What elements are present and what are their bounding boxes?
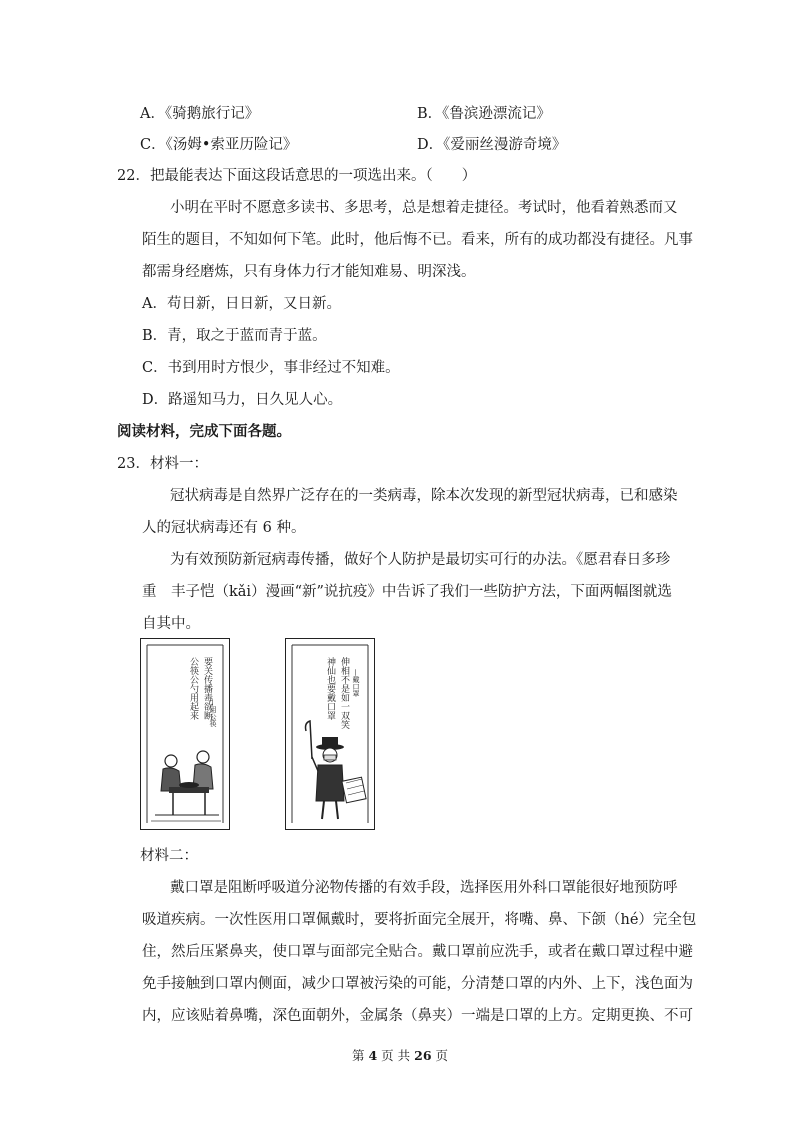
- q23-material2-line-3: 住，然后压紧鼻夹，使口罩与面部完全贴合。戴口罩前应洗手，或者在戴口罩过程中避: [142, 944, 693, 960]
- section-heading: 阅读材料，完成下面各题。: [117, 423, 291, 440]
- q23-material1-line-1: 冠状病毒是自然界广泛存在的一类病毒，除本次发现的新型冠状病毒，已和感染: [170, 488, 678, 504]
- cartoon-wear-mask: [285, 638, 375, 830]
- cartoon2-caption-3: —戴口罩: [352, 669, 360, 697]
- q21-option-b: B．《鲁滨逊漂流记》: [417, 106, 551, 122]
- q23-material1-line-4: 重 丰子恺（kǎi）漫画“新”说抗疫》中告诉了我们一些防护方法，下面两幅图就选: [142, 584, 672, 600]
- cartoon2-caption-1: 伸相不是如一双笑: [339, 657, 349, 729]
- cartoon1-caption-3: —用公筷: [209, 699, 217, 727]
- q22-option-b: B．青，取之于蓝而青于蓝。: [142, 328, 327, 344]
- footer-prefix: 第: [351, 1048, 365, 1063]
- q23-material2-line-2: 吸道疾病。一次性医用口罩佩戴时，要将折面完全展开，将嘴、鼻、下颌（hé）完全包: [142, 912, 697, 928]
- q23-material2-line-4: 免手接触到口罩内侧面，减少口罩被污染的可能，分清楚口罩的内外、上下，浅色面为: [142, 976, 693, 992]
- q23-material1-line-5: 自其中。: [142, 616, 200, 632]
- q22-option-a: A．苟日新，日日新，又日新。: [142, 296, 341, 312]
- footer-suffix: 页: [435, 1048, 449, 1063]
- q21-option-c: C．《汤姆•索亚历险记》: [140, 137, 298, 153]
- q23-label: 23．材料一：: [117, 456, 208, 472]
- footer-total-pages: 26: [414, 1048, 432, 1063]
- q21-option-a: A．《骑鹅旅行记》: [140, 106, 260, 122]
- cartoon-public-chopsticks: [140, 638, 230, 830]
- cartoon2-caption-2: 神仙也要戴口罩: [325, 657, 335, 720]
- footer-mid: 页 共: [381, 1048, 411, 1063]
- footer-page-number: 4: [368, 1048, 378, 1063]
- cartoon1-caption-1: 要关传播毒欲断: [202, 657, 212, 720]
- q23-material2-label: 材料二：: [140, 848, 198, 864]
- q23-material2-line-5: 内，应该贴着鼻嘴，深色面朝外，金属条（鼻夹）一端是口罩的上方。定期更换、不可: [142, 1008, 693, 1024]
- q22-option-c: C．书到用时方恨少，事非经过不知难。: [142, 360, 400, 376]
- q22-option-d: D．路遥知马力，日久见人心。: [142, 392, 343, 408]
- q22-passage-line-1: 小明在平时不愿意多读书、多思考，总是想着走捷径。考试时，他看着熟悉而又: [170, 200, 678, 216]
- q22-passage-line-2: 陌生的题目，不知如何下笔。此时，他后悔不已。看来，所有的成功都没有捷径。凡事: [142, 232, 693, 248]
- cartoon1-caption-2: 公筷公勺用起来: [188, 657, 198, 720]
- q21-option-d: D．《爱丽丝漫游奇境》: [417, 137, 567, 153]
- q23-material2-line-1: 戴口罩是阻断呼吸道分泌物传播的有效手段，选择医用外科口罩能很好地预防呼: [170, 880, 678, 896]
- q22-passage-line-3: 都需身经磨炼，只有身体力行才能知难易、明深浅。: [142, 264, 476, 280]
- q22-stem: 22．把最能表达下面这段话意思的一项选出来。（ ）: [117, 168, 477, 184]
- q23-material1-line-2: 人的冠状病毒还有 6 种。: [142, 520, 306, 536]
- page-footer: [0, 1046, 800, 1064]
- q23-material1-line-3: 为有效预防新冠病毒传播，做好个人防护是最切实可行的办法。《愿君春日多珍: [170, 552, 671, 568]
